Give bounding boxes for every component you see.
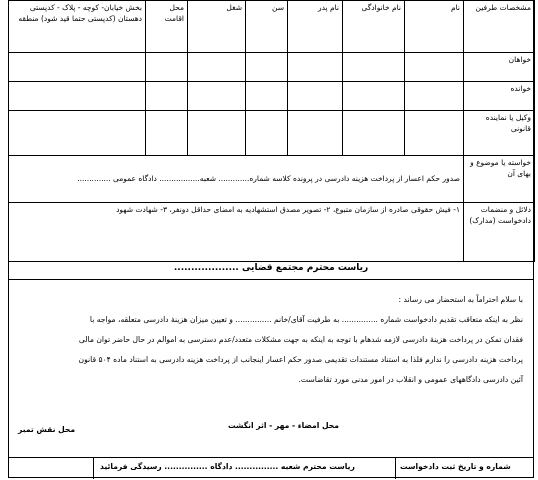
row-label-respondent: خوانده: [464, 82, 535, 111]
header-specs: مشخصات طرفین: [464, 1, 535, 53]
evidence-text: ۱- فیش حقوقی صادره از سازمان متبوع، ۲- تصویر مصدق استشهادیه به امضای حداقل دونفر، ۳- شهادت شهود: [9, 203, 464, 262]
title-divider: [8, 279, 534, 280]
header-residence: محل اقامت: [146, 1, 188, 53]
row-label-applicant: خواهان: [464, 53, 535, 82]
footer-divider-left: [93, 457, 94, 479]
footer-divider-right: [395, 457, 396, 479]
signature-place: محل امضاء - مهر - اثر انگشت: [228, 421, 339, 430]
header-name: نام: [405, 1, 464, 53]
request-label: خواسته یا موضوع و بهای آن: [464, 156, 535, 203]
court-title: ریاست محترم مجتمع قضایی ...................: [173, 263, 369, 273]
header-job: شغل: [188, 1, 246, 53]
footer-divider: [8, 457, 534, 458]
page-border: [8, 0, 534, 478]
body-line-3: پرداخت هزینه دادرسی را ندارم فلذا به استناد مستندات تقدیمی صدور حکم اعسار اینجانب از پرداخت هزینه دادرسی به استناد ماده ۵۰۴ قانون: [78, 355, 523, 364]
header-address: بخش خیابان- کوچه - پلاک - کدپستی دهستان (کدپستی حتما قید شود) منطقه: [9, 1, 146, 53]
header-age: سن: [246, 1, 288, 53]
stamp-place: محل نقش تمبر: [18, 425, 76, 434]
header-surname: نام خانوادگی: [343, 1, 405, 53]
evidence-label: دلائل و منضمات دادخواست (مدارک): [464, 203, 535, 262]
header-father: نام پدر: [288, 1, 343, 53]
body-line-2: فقدان تمکن در پرداخت هزینهٔ دادرسی لازمه شدهام با توجه به اینکه به جهت مشکلات متعدد/عدم دسترسی به اموالم در حال حاضر توان مالی: [78, 335, 523, 344]
branch-referral: ریاست محترم شعبه ............... دادگاه ............... رسیدگی فرمائید: [100, 462, 355, 471]
body-line-1: نظر به اینکه متعاقب تقدیم دادخواست شماره ............... به طرفیت آقای/خانم ............... و تعیین میزان هزینهٔ دادرسی متعلقه، مواجه با: [89, 315, 523, 324]
body-line-4: آئین دادرسی دادگاههای عمومی و انقلاب در امور مدنی مورد تقاضاست.: [298, 375, 523, 384]
greeting: با سلام احتراماً به استحضار می رساند :: [398, 295, 523, 304]
request-text: صدور حکم اعسار از پرداخت هزینه دادرسی در پرونده کلاسه شماره............. شعبه................. دادگاه عمومی ..............: [9, 156, 464, 203]
row-label-lawyer: وکیل یا نماینده قانونی: [464, 111, 535, 156]
registration-label: شماره و تاریخ ثبت دادخواست: [400, 462, 511, 471]
